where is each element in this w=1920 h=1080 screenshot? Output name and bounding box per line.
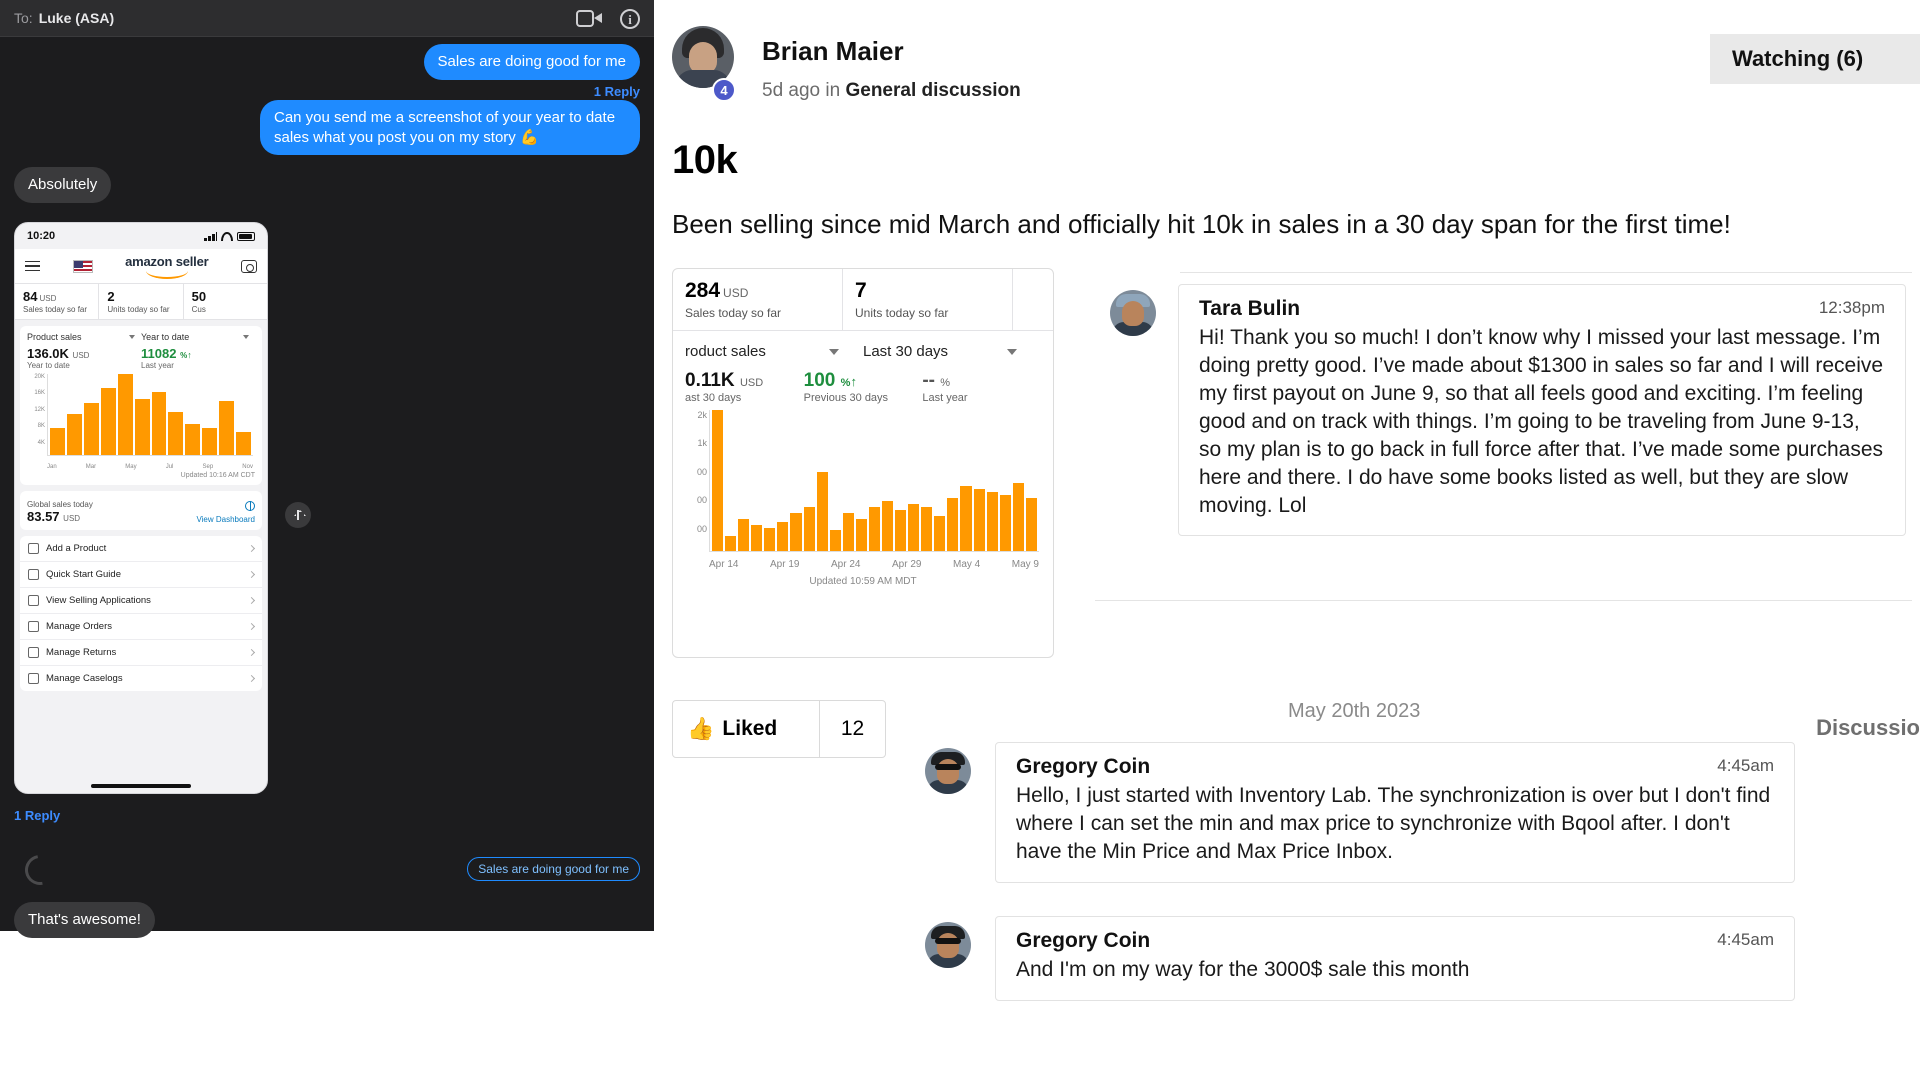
chart-bar: [830, 530, 841, 551]
comment-item: [995, 742, 1795, 883]
comment-timestamp: 4:45am: [1717, 930, 1774, 949]
x-tick: Apr 14: [709, 559, 739, 570]
x-tick: Jul: [165, 464, 174, 470]
chevron-right-icon: [248, 571, 255, 578]
avatar[interactable]: [925, 748, 971, 794]
list-item-label: Quick Start Guide: [46, 569, 121, 580]
phone-status-bar: [15, 223, 267, 249]
sales-period: Year to date: [27, 361, 70, 370]
chart-bar: [219, 401, 234, 455]
global-sales-unit: USD: [63, 514, 81, 523]
battery-icon: [237, 232, 255, 241]
reply-count-link[interactable]: 1 Reply: [593, 83, 640, 99]
list-item-label: Manage Orders: [46, 621, 113, 632]
liked-bar[interactable]: [672, 700, 886, 758]
x-axis: [709, 559, 1039, 570]
sales-unit: USD: [739, 377, 764, 389]
chart-bar: [908, 504, 919, 551]
kpi-value: 2: [107, 289, 115, 304]
kpi-card: [99, 284, 183, 319]
phone-menu-list: [20, 536, 262, 691]
list-item[interactable]: [20, 666, 262, 691]
chart-bars: [709, 410, 1039, 552]
case-icon: [28, 673, 39, 684]
kpi-label: Sales today so far: [23, 305, 88, 314]
phone-kpi-row: [15, 283, 267, 320]
post-time: 5d ago in: [762, 80, 841, 101]
kpi-label: Sales today so far: [685, 306, 782, 320]
list-item[interactable]: [20, 536, 262, 562]
chevron-right-icon: [248, 597, 255, 604]
sales-value: 136.0K: [27, 346, 69, 361]
phone-nav-bar: [15, 249, 267, 283]
product-sales-selector[interactable]: [27, 332, 141, 342]
global-sales-value: 83.57: [27, 509, 60, 524]
y-tick: 00: [696, 495, 707, 506]
chart-bar: [974, 489, 985, 551]
chart-bar: [947, 498, 958, 551]
phone-screenshot-attachment[interactable]: [14, 222, 268, 794]
like-count: 12: [819, 701, 885, 757]
chart-bars: [47, 374, 253, 456]
change-period: Last year: [141, 361, 174, 370]
chart-bar: [725, 536, 736, 551]
like-button[interactable]: [673, 701, 819, 757]
chart-bar: [895, 510, 906, 551]
kpi-unit: USD: [723, 286, 749, 300]
chevron-down-icon: [829, 349, 839, 355]
chart-bar: [856, 519, 867, 551]
chart-bar: [152, 392, 167, 455]
chart-bar: [1026, 498, 1037, 551]
date-range-selector[interactable]: [141, 332, 255, 342]
post-author-name[interactable]: Brian Maier: [762, 36, 904, 66]
chart-bar: [135, 399, 150, 455]
pending-message-bubble[interactable]: Sales are doing good for me: [467, 857, 640, 881]
list-item[interactable]: [20, 640, 262, 666]
avatar[interactable]: [1110, 290, 1156, 336]
comment-item: [995, 916, 1795, 1001]
chart-bar: [1013, 483, 1024, 551]
chart-bar: [185, 424, 200, 455]
y-tick: 00: [696, 466, 707, 477]
kpi-value: 284: [685, 279, 721, 302]
y-tick: 4K: [37, 439, 45, 446]
chart-bar: [50, 428, 65, 455]
info-icon[interactable]: i: [620, 9, 640, 29]
kpi-label: Cus: [191, 305, 206, 314]
chart-bar: [934, 516, 945, 551]
kpi-card: [843, 269, 1013, 330]
chart-updated-timestamp: Updated 10:16 AM CDT: [180, 472, 255, 479]
post-meta: [762, 80, 1021, 102]
chart-bar: [236, 432, 251, 455]
selector-label: roduct sales: [685, 343, 766, 360]
watching-label: Watching (6): [1732, 46, 1864, 71]
wifi-icon: [221, 232, 233, 241]
chart-bar: [168, 412, 183, 455]
outline-bubble-row: [467, 857, 640, 881]
chart-bar: [790, 513, 801, 551]
kpi-value: 84: [23, 289, 38, 304]
chart-bar: [777, 522, 788, 551]
embed-kpi-row: [673, 269, 1053, 331]
comment-author[interactable]: Gregory Coin: [1016, 755, 1151, 778]
y-tick: 12K: [34, 406, 45, 413]
list-item[interactable]: [20, 562, 262, 588]
x-tick: May 4: [953, 559, 981, 570]
amazon-smile-icon: [146, 271, 188, 279]
chart-bar: [764, 528, 775, 552]
embed-selectors: [673, 331, 1053, 364]
message-bubble-outgoing[interactable]: Sales are doing good for me: [424, 44, 640, 80]
thumbs-up-icon: 👍: [687, 716, 715, 741]
us-flag-icon[interactable]: [73, 260, 93, 273]
selector-label: Last 30 days: [863, 343, 949, 360]
date-range-selector[interactable]: [863, 343, 1041, 360]
kpi-value: 7: [855, 279, 867, 302]
brand-name: amazon: [125, 253, 173, 269]
comment-item: [1178, 284, 1906, 536]
list-item-label: View Selling Applications: [46, 595, 151, 606]
selector-label: Year to date: [141, 332, 190, 342]
rocket-icon: [28, 569, 39, 580]
global-sales-card: [20, 491, 262, 530]
chart-bar: [987, 492, 998, 551]
comment-timestamp: 12:38pm: [1818, 298, 1885, 317]
y-tick: 1k: [697, 438, 707, 449]
year-change-period: Last year: [922, 392, 968, 404]
chart-bar: [817, 472, 828, 551]
y-axis: [683, 410, 709, 552]
message-bubble-outgoing[interactable]: Can you send me a screenshot of your year to date sales what you post you on my story 💪: [260, 100, 640, 155]
box-icon: [28, 621, 39, 632]
to-label: To:: [14, 10, 33, 26]
message-row-3: [14, 167, 111, 203]
divider: [1180, 272, 1912, 273]
chart-bar: [738, 519, 749, 551]
list-item-label: Manage Returns: [46, 647, 117, 658]
amazon-seller-logo: [125, 254, 208, 279]
share-icon[interactable]: [285, 502, 311, 528]
chevron-right-icon: [248, 623, 255, 630]
chart-bar: [882, 501, 893, 551]
change-value: 100: [803, 370, 836, 391]
x-axis: [47, 464, 253, 470]
change-unit: %: [180, 351, 188, 360]
selector-label: Product sales: [27, 332, 82, 342]
home-indicator: [91, 784, 191, 788]
chevron-right-icon: [248, 649, 255, 656]
video-camera-icon[interactable]: [576, 10, 602, 27]
chart-bar: [202, 428, 217, 455]
chevron-right-icon: [248, 675, 255, 682]
global-sales-title: Global sales today: [27, 500, 93, 509]
y-axis: [27, 374, 47, 456]
kpi-unit: USD: [39, 294, 57, 303]
brand-subtitle: seller: [175, 253, 209, 269]
x-tick: Apr 19: [770, 559, 800, 570]
year-change-unit: %: [940, 377, 951, 389]
kpi-card: [15, 284, 99, 319]
globe-icon: [245, 501, 255, 511]
embedded-seller-chart[interactable]: [672, 268, 1054, 658]
y-tick: 16K: [34, 390, 45, 397]
y-tick: 2k: [697, 410, 707, 420]
chart-bar: [960, 486, 971, 551]
x-tick: Nov: [242, 464, 253, 470]
chart-bar: [1000, 495, 1011, 551]
sales-unit: USD: [72, 351, 90, 360]
y-tick: 8K: [37, 423, 45, 430]
chart-bar: [921, 507, 932, 551]
watching-button[interactable]: [1710, 34, 1920, 84]
chart-bar: [804, 507, 815, 551]
x-tick: Sep: [202, 464, 214, 470]
attachment-reply-link[interactable]: 1 Reply: [14, 808, 61, 823]
kpi-card: [673, 269, 843, 330]
trend-up-icon: ↑: [187, 350, 192, 360]
chevron-right-icon: [248, 545, 255, 552]
messages-panel: [0, 0, 654, 931]
phone-sales-card: [20, 326, 262, 485]
product-sales-selector[interactable]: [685, 343, 863, 360]
trend-up-icon: ↑: [850, 374, 857, 389]
liked-label: Liked: [722, 717, 778, 740]
date-separator: May 20th 2023: [1288, 700, 1421, 722]
x-tick: Apr 24: [831, 559, 861, 570]
eye-icon: [28, 595, 39, 606]
comment-text: And I'm on my way for the 3000$ sale this month: [1016, 958, 1470, 981]
cellular-signal-icon: [204, 232, 217, 241]
change-unit: %: [840, 377, 851, 389]
x-tick: May: [125, 464, 137, 470]
list-item[interactable]: [20, 588, 262, 614]
list-item[interactable]: [20, 614, 262, 640]
x-tick: Mar: [85, 464, 97, 470]
list-item-label: Add a Product: [46, 543, 107, 554]
phone-bar-chart: [27, 374, 255, 470]
chart-updated-timestamp: Updated 10:59 AM MDT: [809, 576, 917, 587]
discussion-label[interactable]: Discussio: [1816, 715, 1920, 740]
messages-header: [0, 0, 654, 37]
year-change-value: --: [922, 370, 935, 391]
change-value: 11082: [141, 346, 177, 361]
chart-bar: [67, 414, 82, 455]
post-body: Been selling since mid March and officially hit 10k in sales in a 30 day span for the first time!: [672, 209, 1731, 239]
chart-bar: [751, 525, 762, 551]
tag-icon: [28, 543, 39, 554]
kpi-label: Units today so far: [855, 306, 949, 320]
chart-bar: [84, 403, 99, 455]
message-row-2: [250, 100, 640, 155]
page-title: 10k: [672, 138, 738, 182]
chart-bar: [843, 513, 854, 551]
chevron-down-icon: [129, 335, 135, 339]
chart-bar: [118, 374, 133, 455]
divider: [1095, 600, 1912, 601]
embed-bar-chart: [683, 410, 1043, 570]
sales-period: ast 30 days: [685, 392, 742, 404]
message-bubble-incoming[interactable]: Absolutely: [14, 167, 111, 203]
y-tick: 00: [696, 523, 707, 534]
sales-value: 0.11K: [685, 370, 735, 391]
hamburger-menu-icon[interactable]: [25, 261, 40, 272]
embed-values: [673, 364, 1053, 404]
x-tick: Jan: [47, 464, 57, 470]
kpi-card: [184, 284, 267, 319]
reputation-badge: 4: [712, 78, 736, 102]
x-tick: May 9: [1011, 559, 1039, 570]
chart-bar: [869, 507, 880, 551]
chevron-down-icon: [1007, 349, 1017, 355]
camera-icon[interactable]: [241, 260, 257, 273]
kpi-label: Units today so far: [107, 305, 170, 314]
phone-time: 10:20: [27, 230, 56, 242]
chart-bar: [712, 410, 723, 551]
comment-timestamp: 4:45am: [1717, 756, 1774, 775]
message-row-1: [424, 44, 640, 99]
comment-text: Hi! Thank you so much! I don’t know why I missed your last message. I’m doing pretty good. I’ve made about $1300 in sales so far and I will receive my first payout on June 9, so that all feels good and exciting. I’m feeling good and on track with things. I’m going to be traveling from June 9-13, so my plan is to go back in full force after that. I’ve made some purchases here and there. I do have some books listed as well, but they are slow moving. Lol: [1199, 326, 1884, 517]
message-bubble-incoming[interactable]: That's awesome!: [14, 902, 155, 938]
list-item-label: Manage Caselogs: [46, 673, 123, 684]
change-period: Previous 30 days: [803, 392, 889, 404]
comment-author[interactable]: Tara Bulin: [1199, 297, 1301, 320]
comment-author[interactable]: Gregory Coin: [1016, 929, 1151, 952]
message-row-4: [14, 902, 155, 938]
chevron-down-icon: [243, 335, 249, 339]
x-tick: Apr 29: [892, 559, 922, 570]
recipient-name[interactable]: Luke (ASA): [38, 10, 115, 26]
chart-bar: [101, 388, 116, 455]
kpi-value: 50: [191, 289, 207, 304]
view-dashboard-link[interactable]: View Dashboard: [196, 515, 255, 524]
avatar[interactable]: [925, 922, 971, 968]
comment-text: Hello, I just started with Inventory Lab. The synchronization is over but I don't find where I can set the min and max price to synchronize with Bqool after. I don't have the Min Price and Max Price Inbox.: [1016, 784, 1771, 863]
return-icon: [28, 647, 39, 658]
loading-spinner-icon: [19, 849, 61, 891]
post-forum-link[interactable]: General discussion: [845, 80, 1021, 101]
y-tick: 20K: [34, 374, 45, 380]
